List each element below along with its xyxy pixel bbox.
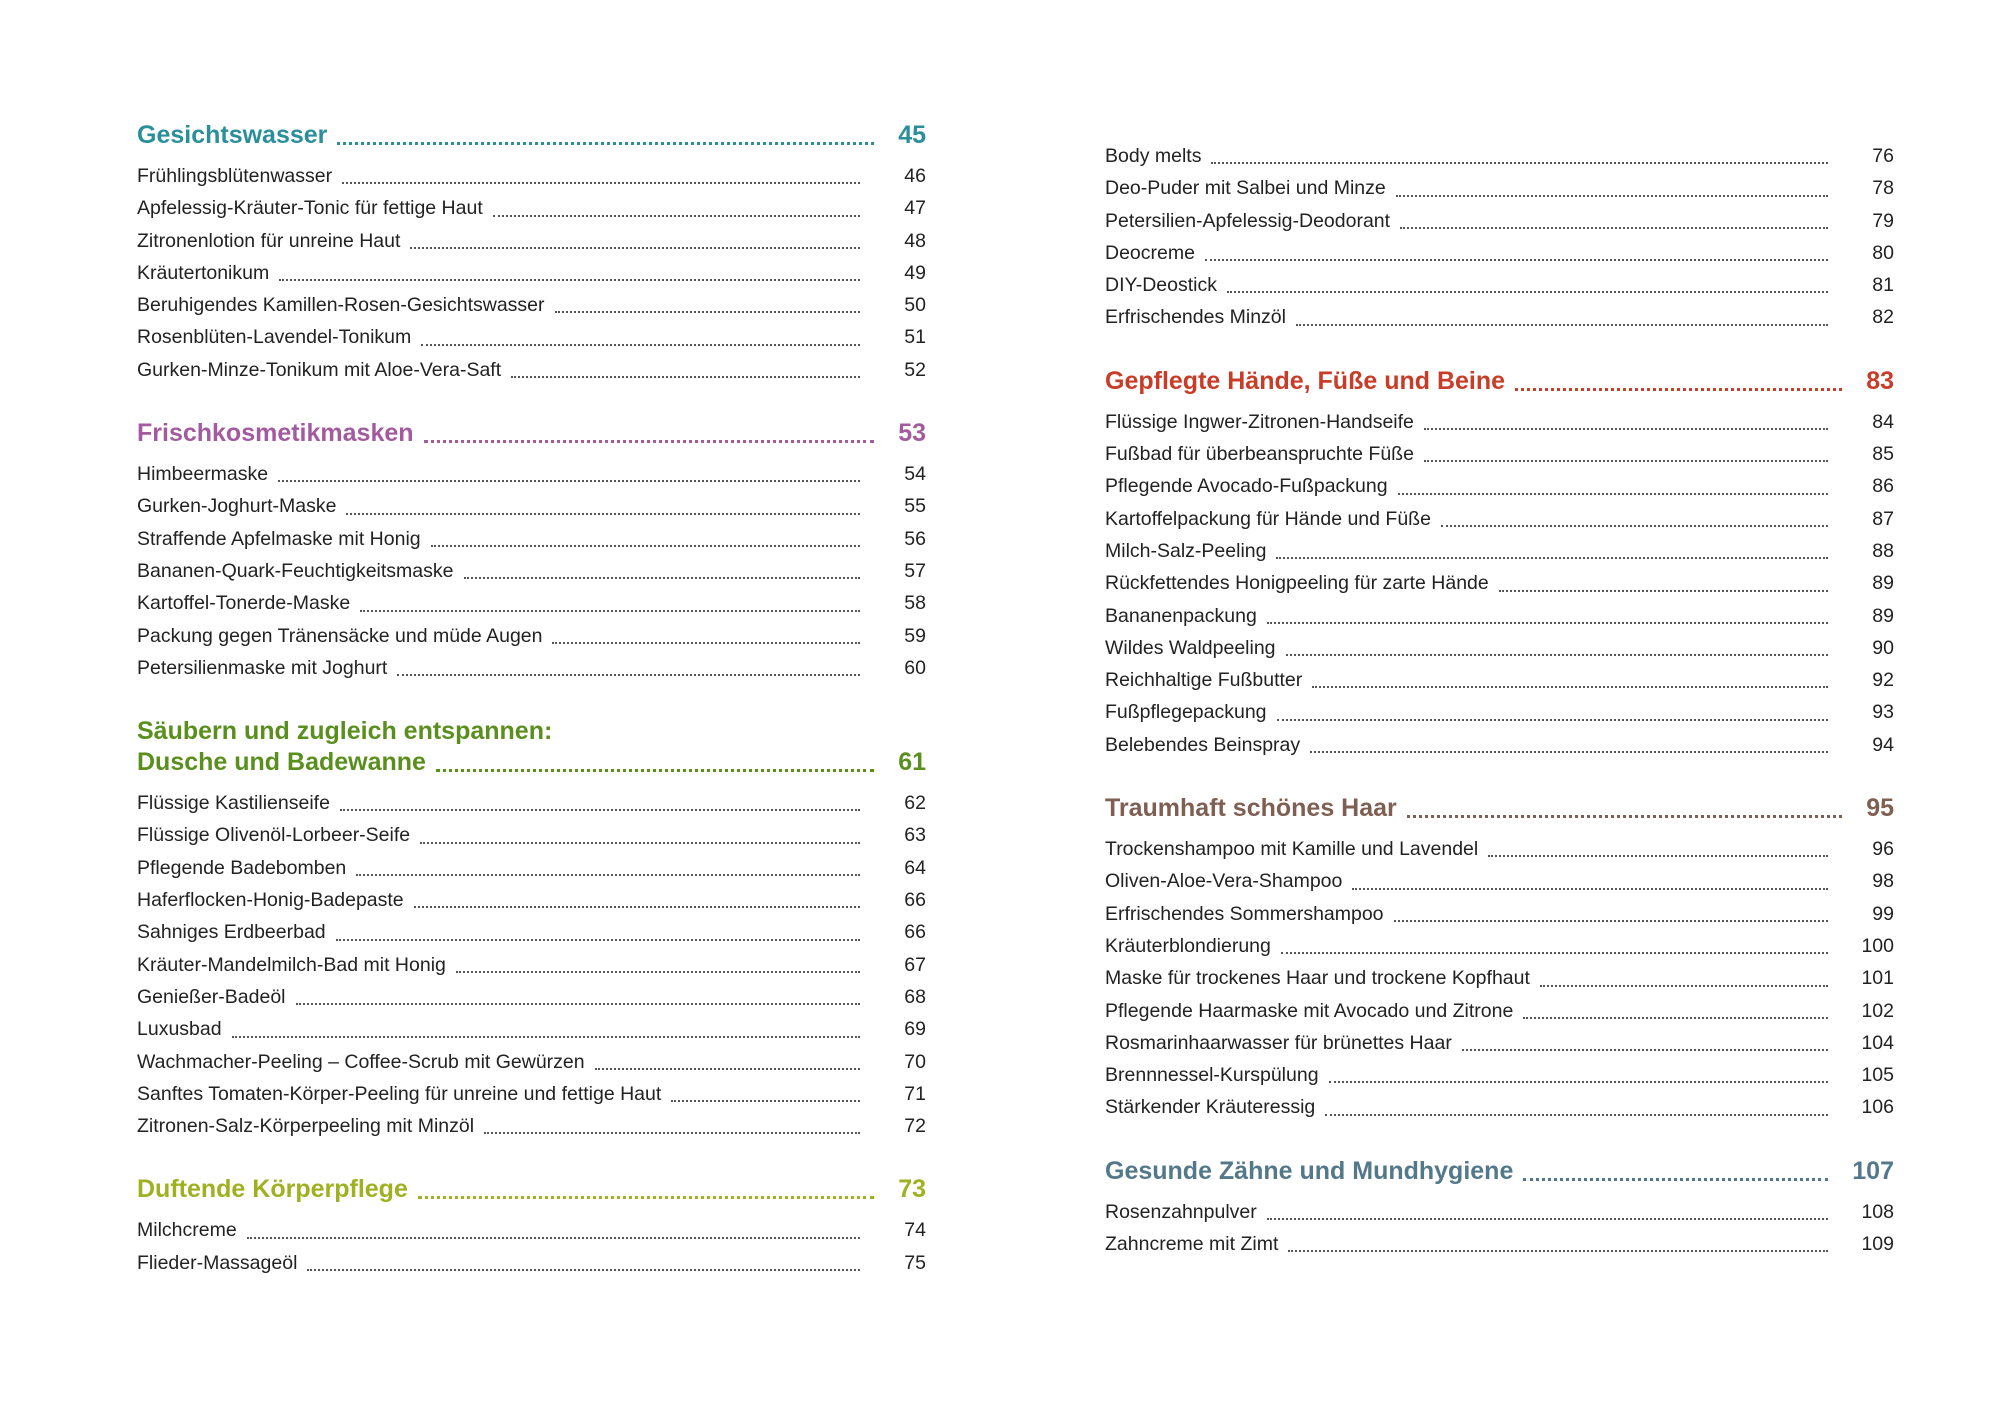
toc-right-column (1105, 140, 1894, 1292)
entry-page-number: 68 (904, 985, 926, 1008)
dot-leader (420, 842, 860, 844)
entry-page-number: 101 (1861, 967, 1894, 990)
entry-page-number: 72 (904, 1115, 926, 1138)
entry-title: Erfrischendes Minzöl (1105, 306, 1286, 329)
entry-title: Brennnessel-Kurspülung (1105, 1064, 1319, 1087)
entry-page-number: 66 (904, 921, 926, 944)
section-title: Gesunde Zähne und Mundhygiene (1105, 1156, 1514, 1185)
toc-section (1105, 793, 1894, 1124)
entry-page-number: 108 (1861, 1200, 1894, 1223)
section-heading-dusche-und-badewanne[interactable] (137, 747, 926, 778)
dot-leader (414, 906, 860, 908)
section-title: Gesichtswasser (137, 121, 328, 149)
entry-page-number: 89 (1872, 604, 1894, 627)
section-title: Gepflegte Hände, Füße und Beine (1105, 366, 1506, 395)
entry-page-number: 84 (1872, 410, 1894, 433)
toc-entry[interactable] (137, 819, 926, 851)
dot-leader (278, 480, 860, 482)
entry-page-number: 92 (1872, 669, 1894, 692)
entry-title: Rosmarinhaarwasser für brünettes Haar (1105, 1031, 1452, 1054)
entry-page-number: 54 (904, 463, 926, 486)
dot-leader (1312, 686, 1828, 688)
entry-title: Haferflocken-Honig-Badepaste (137, 889, 404, 912)
dot-leader (484, 1132, 860, 1134)
entry-title: Pflegende Badebomben (137, 856, 347, 879)
toc-entry[interactable] (1105, 535, 1894, 567)
toc-entry[interactable] (1105, 567, 1894, 599)
dot-leader (279, 279, 860, 281)
entry-title: Milch-Salz-Peeling (1105, 539, 1267, 562)
entry-title: Milchcreme (137, 1219, 237, 1242)
entry-title: Deocreme (1105, 241, 1195, 264)
dot-leader (1523, 1017, 1828, 1019)
entry-page-number: 66 (904, 889, 926, 912)
toc-entry[interactable] (1105, 470, 1894, 502)
toc-entry[interactable] (137, 587, 926, 619)
toc-entry[interactable] (1105, 1228, 1894, 1260)
dot-leader (232, 1036, 860, 1038)
toc-entry[interactable] (1105, 1091, 1894, 1123)
section-heading-line1: Säubern und zugleich entspannen: (137, 717, 553, 746)
dot-leader (1281, 952, 1828, 954)
entry-page-number: 51 (904, 326, 926, 349)
section-page-number: 95 (1866, 794, 1894, 823)
entry-title: Wachmacher-Peeling – Coffee-Scrub mit Gewürzen (137, 1050, 585, 1073)
section-heading-duftende-koerperpflege[interactable] (137, 1174, 926, 1205)
section-page-number: 53 (898, 419, 926, 448)
dot-leader (1424, 460, 1828, 462)
toc-entry[interactable] (137, 192, 926, 224)
toc-entry[interactable] (1105, 962, 1894, 994)
entry-title: Beruhigendes Kamillen-Rosen-Gesichtswasser (137, 294, 545, 317)
dot-leader (1227, 291, 1828, 293)
dot-leader (346, 513, 860, 515)
entry-title: Zitronenlotion für unreine Haut (137, 229, 401, 252)
toc-entry[interactable] (137, 949, 926, 981)
dot-leader (360, 610, 860, 612)
entry-page-number: 71 (904, 1082, 926, 1105)
dot-leader (1499, 590, 1828, 592)
dot-leader (511, 376, 860, 378)
toc-entry[interactable] (137, 916, 926, 948)
section-heading-gepflegte-haende-fuesse-und-beine[interactable] (1105, 366, 1894, 397)
toc-entry[interactable] (1105, 865, 1894, 897)
dot-leader (1523, 1178, 1828, 1181)
toc-section (137, 1174, 926, 1279)
entry-title: Fußpflegepackung (1105, 701, 1267, 724)
toc-entry[interactable] (137, 257, 926, 289)
dot-leader (456, 971, 860, 973)
toc-entry[interactable] (1105, 600, 1894, 632)
dot-leader (247, 1237, 860, 1239)
entry-title: Petersilien-Apfelessig-Deodorant (1105, 209, 1391, 232)
toc-entry[interactable] (1105, 833, 1894, 865)
dot-leader (1296, 324, 1828, 326)
entry-page-number: 70 (904, 1050, 926, 1073)
toc-entry[interactable] (137, 225, 926, 257)
entry-page-number: 60 (904, 656, 926, 679)
entry-page-number: 82 (1872, 306, 1894, 329)
toc-entry[interactable] (1105, 503, 1894, 535)
dot-leader (1325, 1114, 1828, 1116)
dot-leader (421, 344, 860, 346)
dot-leader (1488, 855, 1828, 857)
section-title: Dusche und Badewanne (137, 748, 426, 777)
section-title: Frischkosmetikmasken (137, 419, 414, 448)
dot-leader (340, 809, 860, 811)
entry-title: Petersilienmaske mit Joghurt (137, 656, 388, 679)
entry-title: Frühlingsblütenwasser (137, 165, 333, 187)
dot-leader (1424, 428, 1828, 430)
entry-title: Flüssige Olivenöl-Lorbeer-Seife (137, 824, 411, 847)
entry-title: Body melts (1105, 145, 1202, 167)
section-heading-frischkosmetikmasken[interactable] (137, 418, 926, 449)
dot-leader (1276, 557, 1828, 559)
dot-leader (1277, 719, 1828, 721)
entry-page-number: 63 (904, 824, 926, 847)
entry-page-number: 56 (904, 527, 926, 550)
toc-entry[interactable] (137, 354, 926, 386)
entry-title: Gurken-Minze-Tonikum mit Aloe-Vera-Saft (137, 358, 502, 381)
toc-entry[interactable] (137, 1110, 926, 1142)
entry-title: Packung gegen Tränensäcke und müde Augen (137, 624, 543, 647)
toc-entry[interactable] (137, 523, 926, 555)
toc-entry[interactable] (1105, 205, 1894, 237)
entry-title: Trockenshampoo mit Kamille und Lavendel (1105, 838, 1479, 861)
entry-title: Sanftes Tomaten-Körper-Peeling für unreine und fettige Haut (137, 1082, 662, 1105)
dot-leader (1398, 493, 1828, 495)
entry-page-number: 69 (904, 1018, 926, 1041)
section-page-number: 73 (898, 1175, 926, 1204)
entry-page-number: 100 (1861, 934, 1894, 957)
dot-leader (552, 642, 860, 644)
entry-page-number: 74 (904, 1219, 926, 1242)
toc-entry[interactable] (137, 652, 926, 684)
entry-title: Maske für trockenes Haar und trockene Kopfhaut (1105, 967, 1530, 990)
toc-entry[interactable] (1105, 406, 1894, 438)
entry-title: Oliven-Aloe-Vera-Shampoo (1105, 870, 1343, 893)
entry-title: DIY-Deostick (1105, 274, 1217, 297)
toc-entry[interactable] (137, 458, 926, 490)
entry-title: Rückfettendes Honigpeeling für zarte Hände (1105, 572, 1489, 595)
dot-leader (1400, 227, 1828, 229)
entry-title: Genießer-Badeöl (137, 985, 286, 1008)
entry-title: Wildes Waldpeeling (1105, 636, 1276, 659)
entry-page-number: 93 (1872, 701, 1894, 724)
section-page-number: 107 (1852, 1156, 1894, 1185)
toc-section (1105, 140, 1894, 334)
dot-leader (436, 769, 874, 772)
toc-entry[interactable] (1105, 729, 1894, 761)
dot-leader (1352, 888, 1828, 890)
dot-leader (1267, 1218, 1828, 1220)
entry-page-number: 47 (904, 197, 926, 220)
entry-page-number: 81 (1872, 274, 1894, 297)
entry-page-number: 67 (904, 953, 926, 976)
entry-title: Gurken-Joghurt-Maske (137, 495, 337, 518)
entry-title: Reichhaltige Fußbutter (1105, 669, 1303, 692)
entry-title: Kartoffel-Tonerde-Maske (137, 592, 351, 615)
section-page-number: 45 (898, 121, 926, 149)
entry-title: Kräuter-Mandelmilch-Bad mit Honig (137, 953, 446, 976)
section-title: Traumhaft schönes Haar (1105, 794, 1397, 823)
entry-page-number: 62 (904, 792, 926, 815)
entry-page-number: 80 (1872, 241, 1894, 264)
entry-title: Bananen-Quark-Feuchtigkeitsmaske (137, 559, 454, 582)
dot-leader (1407, 815, 1842, 818)
entry-page-number: 102 (1861, 999, 1894, 1022)
toc-entry[interactable] (137, 1214, 926, 1246)
dot-leader (1310, 751, 1828, 753)
entry-page-number: 87 (1872, 507, 1894, 530)
toc-entry[interactable] (137, 1013, 926, 1045)
entry-page-number: 76 (1872, 145, 1894, 167)
toc-entry[interactable] (137, 321, 926, 353)
toc-entry[interactable] (1105, 172, 1894, 204)
toc-entry[interactable] (137, 1046, 926, 1078)
dot-leader (1462, 1049, 1828, 1051)
section-heading-gesunde-zaehne-und-mundhygiene[interactable] (1105, 1156, 1894, 1187)
dot-leader (418, 1196, 874, 1199)
toc-entry[interactable] (1105, 301, 1894, 333)
entry-page-number: 50 (904, 294, 926, 317)
entry-page-number: 49 (904, 261, 926, 284)
entry-page-number: 105 (1861, 1064, 1894, 1087)
entry-title: Zahncreme mit Zimt (1105, 1233, 1279, 1256)
toc-entry[interactable] (137, 1078, 926, 1110)
toc-entry[interactable] (1105, 930, 1894, 962)
dot-leader (1441, 525, 1828, 527)
dot-leader (1329, 1081, 1828, 1083)
entry-title: Pflegende Avocado-Fußpackung (1105, 475, 1388, 498)
entry-title: Zitronen-Salz-Körperpeeling mit Minzöl (137, 1115, 475, 1138)
entry-title: Belebendes Beinspray (1105, 733, 1301, 756)
dot-leader (464, 577, 861, 579)
entry-title: Bananenpackung (1105, 604, 1257, 627)
toc-entry[interactable] (1105, 237, 1894, 269)
dot-leader (337, 142, 874, 145)
entry-page-number: 52 (904, 358, 926, 381)
toc-entry[interactable] (137, 981, 926, 1013)
dot-leader (431, 545, 860, 547)
entry-title: Sahniges Erdbeerbad (137, 921, 326, 944)
entry-page-number: 104 (1861, 1031, 1894, 1054)
entry-page-number: 94 (1872, 733, 1894, 756)
section-heading-traumhaft-schoenes-haar[interactable] (1105, 793, 1894, 824)
entry-page-number: 59 (904, 624, 926, 647)
dot-leader (1288, 1250, 1828, 1252)
toc-entry[interactable] (137, 490, 926, 522)
entry-page-number: 90 (1872, 636, 1894, 659)
toc-entry[interactable] (137, 620, 926, 652)
entry-title: Flüssige Ingwer-Zitronen-Handseife (1105, 410, 1414, 433)
entry-title: Fußbad für überbeanspruchte Füße (1105, 443, 1414, 466)
dot-leader (342, 182, 860, 184)
dot-leader (397, 674, 860, 676)
entry-page-number: 88 (1872, 539, 1894, 562)
entry-title: Flieder-Massageöl (137, 1251, 298, 1274)
entry-title: Apfelessig-Kräuter-Tonic für fettige Haut (137, 197, 483, 220)
dot-leader (493, 215, 860, 217)
entry-page-number: 96 (1872, 838, 1894, 861)
toc-entry[interactable] (137, 289, 926, 321)
entry-page-number: 57 (904, 559, 926, 582)
entry-page-number: 58 (904, 592, 926, 615)
toc-entry[interactable] (137, 787, 926, 819)
dot-leader (1211, 162, 1828, 164)
toc-entry[interactable] (1105, 995, 1894, 1027)
entry-title: Kräutertonikum (137, 261, 270, 284)
dot-leader (424, 440, 875, 443)
entry-page-number: 46 (904, 165, 926, 187)
toc-entry[interactable] (1105, 1196, 1894, 1228)
dot-leader (1540, 985, 1828, 987)
entry-page-number: 99 (1872, 902, 1894, 925)
entry-page-number: 55 (904, 495, 926, 518)
toc-section (137, 120, 926, 386)
toc-entry[interactable] (1105, 696, 1894, 728)
toc-entry[interactable] (137, 852, 926, 884)
entry-title: Luxusbad (137, 1018, 222, 1041)
entry-page-number: 109 (1861, 1233, 1894, 1256)
toc-entry[interactable] (1105, 898, 1894, 930)
toc-left-column (137, 120, 926, 1311)
toc-entry[interactable] (1105, 1059, 1894, 1091)
dot-leader (307, 1269, 860, 1271)
entry-page-number: 86 (1872, 475, 1894, 498)
entry-title: Erfrischendes Sommershampoo (1105, 902, 1384, 925)
entry-title: Kartoffelpackung für Hände und Füße (1105, 507, 1431, 530)
toc-entry[interactable] (137, 555, 926, 587)
toc-entry[interactable] (1105, 632, 1894, 664)
entry-title: Stärkender Kräuteressig (1105, 1096, 1316, 1119)
dot-leader (410, 247, 860, 249)
entry-title: Rosenzahnpulver (1105, 1200, 1257, 1223)
entry-page-number: 98 (1872, 870, 1894, 893)
toc-entry[interactable] (137, 1247, 926, 1279)
dot-leader (1286, 654, 1828, 656)
toc-entry[interactable] (1105, 664, 1894, 696)
toc-entry[interactable] (1105, 140, 1894, 172)
dot-leader (555, 311, 860, 313)
section-page-number: 61 (898, 748, 926, 777)
entry-title: Flüssige Kastilienseife (137, 792, 330, 815)
dot-leader (356, 874, 860, 876)
dot-leader (336, 939, 860, 941)
dot-leader (1205, 259, 1828, 261)
toc-entry[interactable] (137, 884, 926, 916)
toc-entry[interactable] (1105, 1027, 1894, 1059)
entry-page-number: 79 (1872, 209, 1894, 232)
section-page-number: 83 (1866, 366, 1894, 395)
entry-title: Himbeermaske (137, 463, 269, 486)
toc-entry[interactable] (1105, 438, 1894, 470)
entry-page-number: 89 (1872, 572, 1894, 595)
dot-leader (595, 1068, 860, 1070)
toc-section (1105, 366, 1894, 761)
entry-title: Kräuterblondierung (1105, 934, 1271, 957)
entry-page-number: 85 (1872, 443, 1894, 466)
entry-page-number: 78 (1872, 177, 1894, 200)
entry-page-number: 75 (904, 1251, 926, 1274)
dot-leader (1394, 920, 1828, 922)
toc-entry[interactable] (1105, 269, 1894, 301)
entry-page-number: 106 (1861, 1096, 1894, 1119)
dot-leader (671, 1100, 860, 1102)
section-heading-gesichtswasser[interactable] (137, 120, 926, 151)
toc-section (137, 418, 926, 684)
dot-leader (1396, 195, 1828, 197)
entry-title: Pflegende Haarmaske mit Avocado und Zitrone (1105, 999, 1514, 1022)
dot-leader (1515, 388, 1842, 391)
toc-section (1105, 1156, 1894, 1261)
entry-title: Rosenblüten-Lavendel-Tonikum (137, 326, 412, 349)
entry-title: Straffende Apfelmaske mit Honig (137, 527, 421, 550)
section-title: Duftende Körperpflege (137, 1175, 408, 1204)
dot-leader (296, 1003, 861, 1005)
dot-leader (1267, 622, 1828, 624)
entry-title: Deo-Puder mit Salbei und Minze (1105, 177, 1386, 200)
toc-section (137, 716, 926, 1142)
entry-page-number: 64 (904, 856, 926, 879)
entry-page-number: 48 (904, 229, 926, 252)
toc-entry[interactable] (137, 160, 926, 192)
